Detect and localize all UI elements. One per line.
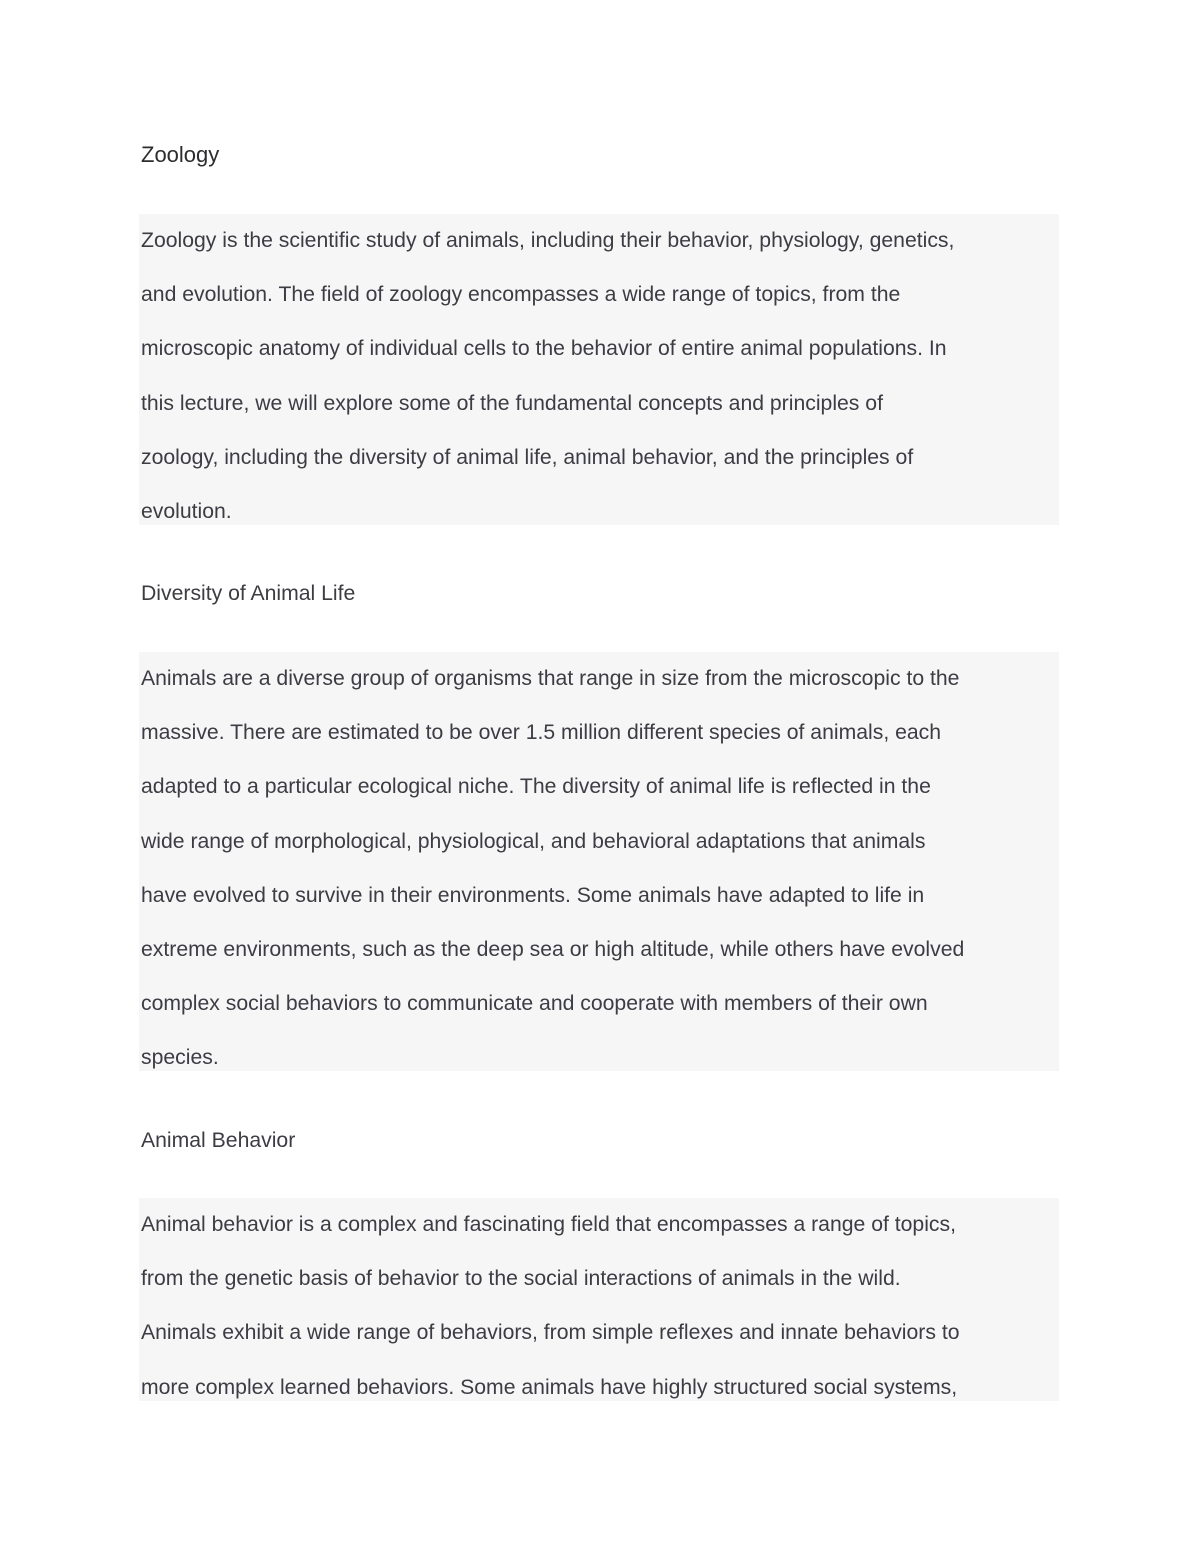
paragraph-line: massive. There are estimated to be over 1.5 million different species of animals, each [141,721,942,745]
diversity-paragraph [139,652,1059,1071]
paragraph-line: Zoology is the scientific study of animals, including their behavior, physiology, genetics, [141,229,955,252]
paragraph-line: more complex learned behaviors. Some animals have highly structured social systems, [141,1375,958,1399]
section-heading-behavior: Animal Behavior [141,1129,296,1152]
paragraph-line: from the genetic basis of behavior to the social interactions of animals in the wild. [141,1267,901,1291]
paragraph-line: Animals exhibit a wide range of behaviors, from simple reflexes and innate behaviors to [141,1321,960,1345]
intro-paragraph [139,214,1059,525]
paragraph-line: microscopic anatomy of individual cells to the behavior of entire animal populations. In [141,337,947,361]
paragraph-line: complex social behaviors to communicate and cooperate with members of their own [141,992,928,1016]
paragraph-line: Animal behavior is a complex and fascinating field that encompasses a range of topics, [141,1213,956,1236]
paragraph-line: Animals are a diverse group of organisms that range in size from the microscopic to the [141,667,960,690]
paragraph-line: species. [141,1046,219,1070]
paragraph-line: extreme environments, such as the deep sea or high altitude, while others have evolved [141,938,965,962]
paragraph-line: zoology, including the diversity of animal life, animal behavior, and the principles of [141,445,914,469]
behavior-paragraph [139,1198,1059,1401]
paragraph-line: have evolved to survive in their environments. Some animals have adapted to life in [141,883,925,907]
paragraph-line: wide range of morphological, physiological, and behavioral adaptations that animals [141,829,926,853]
paragraph-line: this lecture, we will explore some of the fundamental concepts and principles of [141,391,883,415]
paragraph-line: and evolution. The field of zoology encompasses a wide range of topics, from the [141,283,901,307]
paragraph-line: evolution. [141,500,232,524]
paragraph-line: adapted to a particular ecological niche. The diversity of animal life is reflected in the [141,775,931,799]
section-heading-diversity: Diversity of Animal Life [141,582,356,605]
document-title: Zoology [141,142,220,167]
